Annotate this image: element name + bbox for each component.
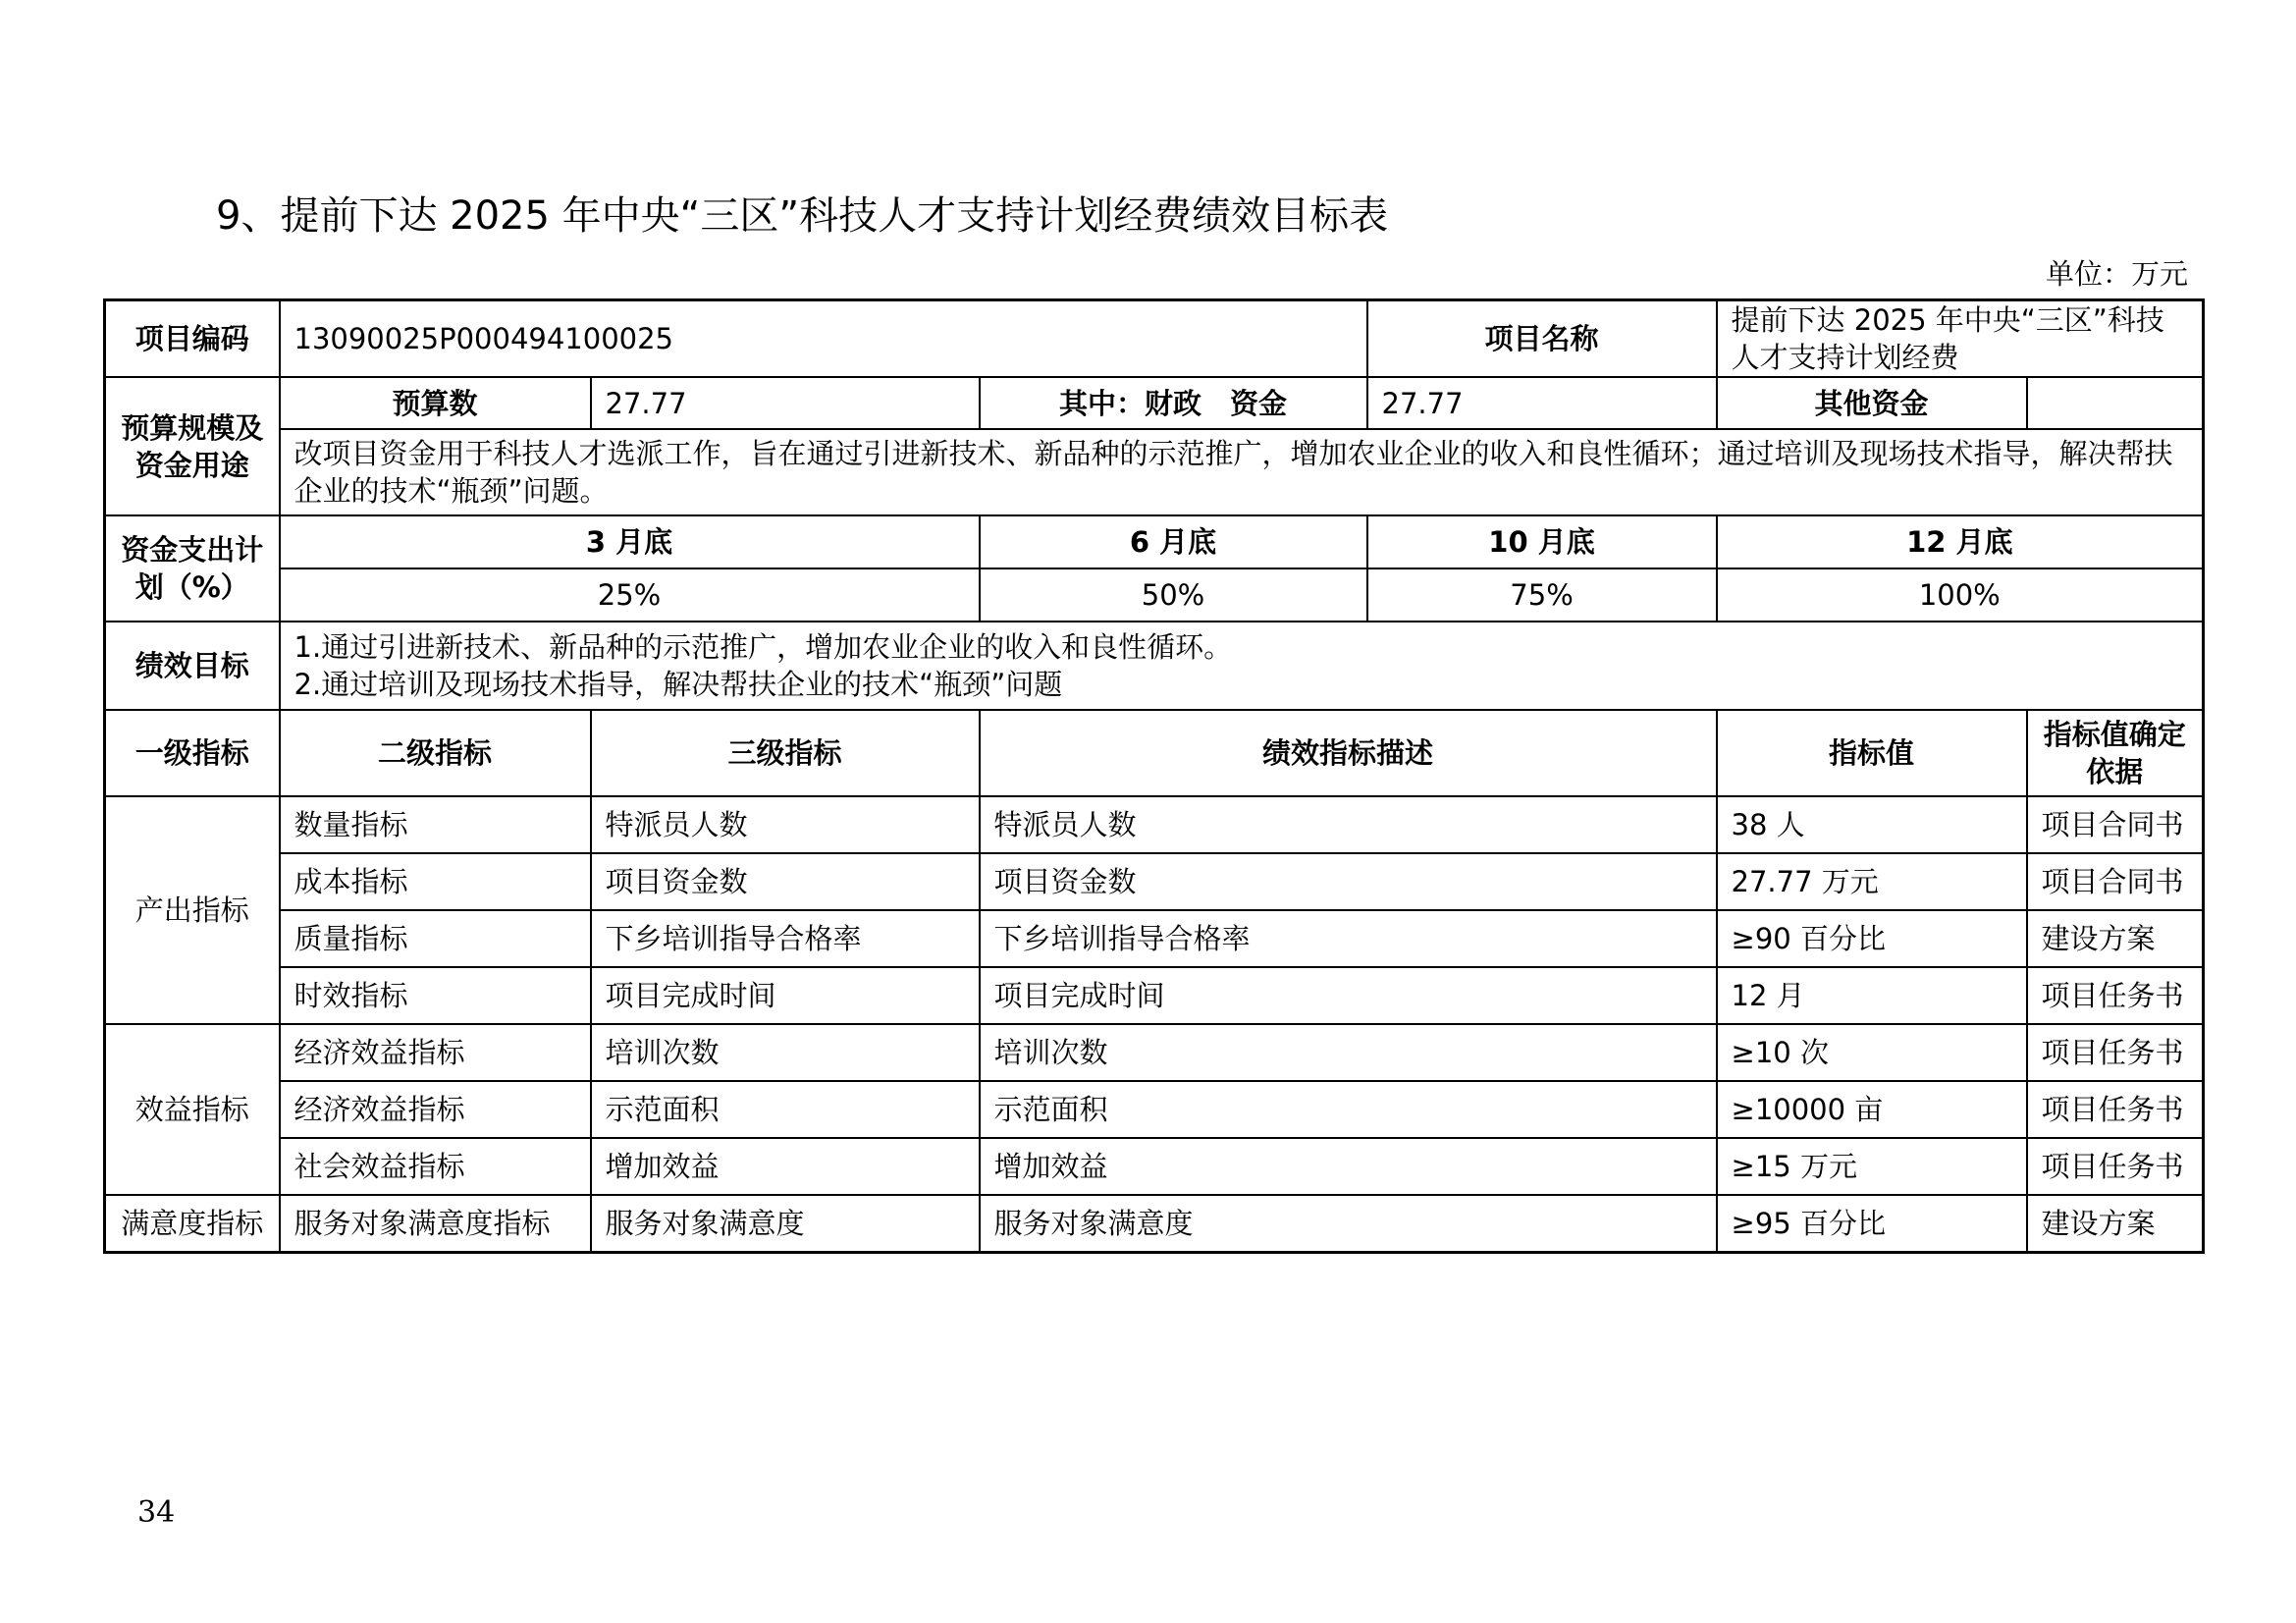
spending-value: 100% <box>1717 568 2204 622</box>
description-cell: 增加效益 <box>980 1138 1717 1195</box>
value-cell: ≥10 次 <box>1717 1024 2027 1081</box>
spending-period: 6 月底 <box>980 515 1367 568</box>
document-title: 9、提前下达 2025 年中央“三区”科技人才支持计划经费绩效目标表 <box>216 193 1389 239</box>
spending-value-row <box>105 568 2204 622</box>
project-code-value: 13090025P000494100025 <box>280 300 1367 378</box>
level2-cell: 服务对象满意度指标 <box>280 1195 591 1252</box>
spending-value: 25% <box>280 568 980 622</box>
description-cell: 培训次数 <box>980 1024 1717 1081</box>
spending-period: 12 月底 <box>1717 515 2204 568</box>
spending-value: 75% <box>1367 568 1717 622</box>
project-code-label: 项目编码 <box>105 300 280 378</box>
budget-row <box>105 377 2204 429</box>
value-cell: 38 人 <box>1717 796 2027 853</box>
level2-cell: 数量指标 <box>280 796 591 853</box>
level3-cell: 项目资金数 <box>591 853 980 910</box>
description-cell: 服务对象满意度 <box>980 1195 1717 1252</box>
description-cell: 示范面积 <box>980 1081 1717 1138</box>
level1-cell: 产出指标 <box>105 796 280 1024</box>
budget-amount-label: 预算数 <box>280 377 591 429</box>
table-row <box>105 910 2204 967</box>
spending-period: 3 月底 <box>280 515 980 568</box>
basis-cell: 项目合同书 <box>2027 796 2204 853</box>
goals-label: 绩效目标 <box>105 622 280 710</box>
goals-text <box>280 622 2204 710</box>
fiscal-fund-value: 27.77 <box>1367 377 1717 429</box>
basis-cell: 项目任务书 <box>2027 967 2204 1024</box>
performance-target-table <box>103 298 2205 1254</box>
goal-line: 1.通过引进新技术、新品种的示范推广，增加农业企业的收入和良性循环。 <box>294 630 1233 664</box>
fund-purpose-text: 改项目资金用于科技人才选派工作，旨在通过引进新技术、新品种的示范推广，增加农业企业的收入和良性循环；通过培训及现场技术指导，解决帮扶企业的技术“瓶颈”问题。 <box>280 429 2204 515</box>
level3-cell: 培训次数 <box>591 1024 980 1081</box>
value-cell: ≥10000 亩 <box>1717 1081 2027 1138</box>
table-row <box>105 796 2204 853</box>
level2-cell: 时效指标 <box>280 967 591 1024</box>
budget-amount-value: 27.77 <box>591 377 980 429</box>
basis-cell: 项目任务书 <box>2027 1081 2204 1138</box>
description-cell: 下乡培训指导合格率 <box>980 910 1717 967</box>
level1-cell: 效益指标 <box>105 1024 280 1195</box>
header-value: 指标值 <box>1717 710 2027 796</box>
unit-label: 单位：万元 <box>2045 257 2188 291</box>
level3-cell: 示范面积 <box>591 1081 980 1138</box>
level3-cell: 增加效益 <box>591 1138 980 1195</box>
basis-cell: 项目任务书 <box>2027 1024 2204 1081</box>
description-cell: 项目完成时间 <box>980 967 1717 1024</box>
spending-plan-label: 资金支出计划（%） <box>105 515 280 622</box>
page-number: 34 <box>137 1495 176 1530</box>
spending-period: 10 月底 <box>1367 515 1717 568</box>
level2-cell: 成本指标 <box>280 853 591 910</box>
level3-cell: 特派员人数 <box>591 796 980 853</box>
basis-cell: 建设方案 <box>2027 1195 2204 1252</box>
value-cell: ≥90 百分比 <box>1717 910 2027 967</box>
description-cell: 特派员人数 <box>980 796 1717 853</box>
table-row <box>105 1138 2204 1195</box>
level2-cell: 社会效益指标 <box>280 1138 591 1195</box>
project-name-value: 提前下达 2025 年中央“三区”科技人才支持计划经费 <box>1717 300 2204 378</box>
level3-cell: 下乡培训指导合格率 <box>591 910 980 967</box>
value-cell: ≥95 百分比 <box>1717 1195 2027 1252</box>
indicator-header-row <box>105 710 2204 796</box>
other-fund-label: 其他资金 <box>1717 377 2027 429</box>
header-basis: 指标值确定依据 <box>2027 710 2204 796</box>
project-name-label: 项目名称 <box>1367 300 1717 378</box>
header-level3: 三级指标 <box>591 710 980 796</box>
goals-row <box>105 622 2204 710</box>
fiscal-fund-label: 其中：财政 资金 <box>980 377 1367 429</box>
level1-cell: 满意度指标 <box>105 1195 280 1252</box>
purpose-row <box>105 429 2204 515</box>
table-row <box>105 1024 2204 1081</box>
basis-cell: 项目任务书 <box>2027 1138 2204 1195</box>
table-row <box>105 967 2204 1024</box>
header-description: 绩效指标描述 <box>980 710 1717 796</box>
level2-cell: 质量指标 <box>280 910 591 967</box>
level3-cell: 服务对象满意度 <box>591 1195 980 1252</box>
spending-header-row <box>105 515 2204 568</box>
level2-cell: 经济效益指标 <box>280 1081 591 1138</box>
value-cell: 27.77 万元 <box>1717 853 2027 910</box>
table-row <box>105 1081 2204 1138</box>
budget-label: 预算规模及资金用途 <box>105 377 280 515</box>
description-cell: 项目资金数 <box>980 853 1717 910</box>
project-row <box>105 300 2204 378</box>
header-level1: 一级指标 <box>105 710 280 796</box>
other-fund-value <box>2027 377 2204 429</box>
level3-cell: 项目完成时间 <box>591 967 980 1024</box>
table-row <box>105 853 2204 910</box>
goal-line: 2.通过培训及现场技术指导，解决帮扶企业的技术“瓶颈”问题 <box>294 668 1063 701</box>
basis-cell: 建设方案 <box>2027 910 2204 967</box>
level2-cell: 经济效益指标 <box>280 1024 591 1081</box>
value-cell: 12 月 <box>1717 967 2027 1024</box>
spending-value: 50% <box>980 568 1367 622</box>
table-row <box>105 1195 2204 1252</box>
basis-cell: 项目合同书 <box>2027 853 2204 910</box>
value-cell: ≥15 万元 <box>1717 1138 2027 1195</box>
header-level2: 二级指标 <box>280 710 591 796</box>
